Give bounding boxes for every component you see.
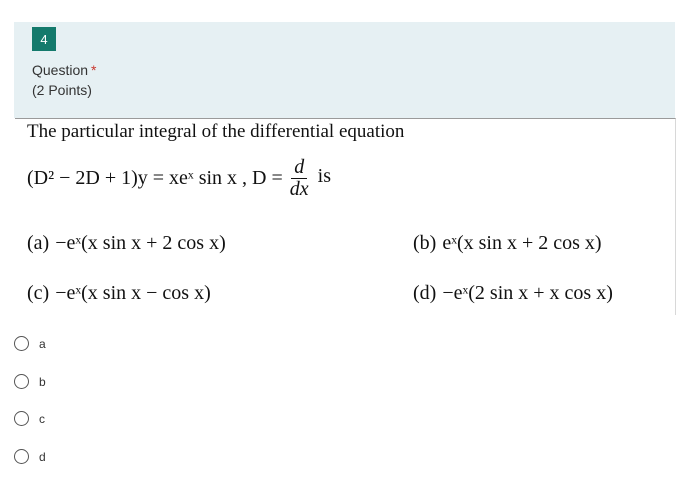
option-c-text <box>27 282 211 305</box>
question-statement: The particular integral of the differential equation <box>27 121 405 142</box>
choice-c[interactable] <box>14 411 45 426</box>
option-d-text <box>413 282 613 305</box>
choice-c-label[interactable]: c <box>39 411 45 426</box>
question-points: (2 Points) <box>32 82 92 98</box>
radio-a[interactable] <box>14 336 29 351</box>
choice-b-label[interactable]: b <box>39 374 46 389</box>
choice-b[interactable] <box>14 374 46 389</box>
choice-d[interactable] <box>14 449 46 464</box>
question-header-panel <box>14 22 675 118</box>
required-marker: * <box>91 62 97 78</box>
equation-lhs: (D² − 2D + 1)y = xeˣ sin x , D = <box>27 167 283 189</box>
option-c-expression: −eˣ(x sin x − cos x) <box>55 282 211 304</box>
fraction-denominator: dx <box>289 178 309 200</box>
option-a-label: (a) <box>27 232 50 254</box>
fraction-numerator: d <box>291 157 307 179</box>
radio-c[interactable] <box>14 411 29 426</box>
option-a-expression: −eˣ(x sin x + 2 cos x) <box>55 232 226 254</box>
differential-equation <box>27 157 331 200</box>
radio-b[interactable] <box>14 374 29 389</box>
option-b-label: (b) <box>413 232 437 254</box>
radio-d[interactable] <box>14 449 29 464</box>
question-number-badge: 4 <box>32 27 56 51</box>
question-image <box>15 118 676 315</box>
choice-a-label[interactable]: a <box>39 336 46 351</box>
option-b-text <box>413 232 602 255</box>
option-b-expression: eˣ(x sin x + 2 cos x) <box>442 232 602 254</box>
choice-a[interactable] <box>14 336 46 351</box>
choice-d-label[interactable]: d <box>39 449 46 464</box>
question-label-text: Question <box>32 62 89 78</box>
derivative-fraction <box>287 157 312 200</box>
option-d-label: (d) <box>413 282 437 304</box>
equation-suffix: is <box>317 165 331 187</box>
option-c-label: (c) <box>27 282 50 304</box>
question-label <box>32 62 97 78</box>
option-a-text <box>27 232 226 255</box>
option-d-expression: −eˣ(2 sin x + x cos x) <box>442 282 613 304</box>
